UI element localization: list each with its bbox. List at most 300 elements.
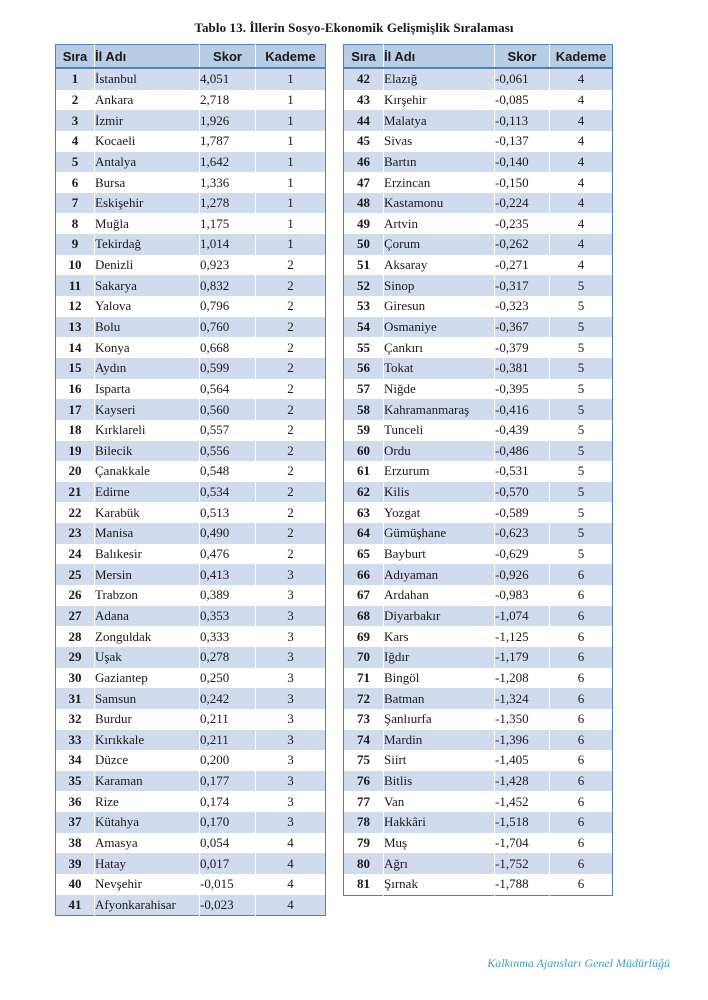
rank-cell: 22 (56, 502, 95, 523)
tier-cell: 1 (256, 172, 326, 193)
tier-cell: 2 (256, 482, 326, 503)
province-cell: Kocaeli (95, 131, 200, 152)
table-row (344, 441, 613, 462)
score-cell: 0,832 (200, 275, 256, 296)
tier-cell: 5 (550, 544, 613, 565)
rank-cell: 41 (56, 895, 95, 916)
province-cell: Bingöl (384, 668, 495, 689)
rank-cell: 21 (56, 482, 95, 503)
score-cell: -0,570 (495, 482, 550, 503)
province-cell: Bitlis (384, 771, 495, 792)
rank-cell: 23 (56, 523, 95, 544)
province-cell: Nevşehir (95, 874, 200, 895)
rank-cell: 37 (56, 812, 95, 833)
score-cell: 0,513 (200, 502, 256, 523)
score-cell: 4,051 (200, 68, 256, 90)
tier-cell: 6 (550, 874, 613, 895)
province-cell: İstanbul (95, 68, 200, 90)
rank-cell: 62 (344, 482, 384, 503)
tier-cell: 6 (550, 564, 613, 585)
province-cell: Aksaray (384, 255, 495, 276)
score-cell: 1,336 (200, 172, 256, 193)
score-cell: 2,718 (200, 90, 256, 111)
rank-cell: 64 (344, 523, 384, 544)
tier-cell: 4 (550, 90, 613, 111)
province-cell: Elazığ (384, 68, 495, 90)
ranking-table-left (55, 44, 326, 916)
tier-cell: 6 (550, 771, 613, 792)
table-row (344, 750, 613, 771)
tier-cell: 1 (256, 152, 326, 173)
tier-cell: 6 (550, 750, 613, 771)
province-cell: Yozgat (384, 502, 495, 523)
table-row (56, 544, 326, 565)
rank-cell: 24 (56, 544, 95, 565)
province-cell: Aydın (95, 358, 200, 379)
score-cell: 0,599 (200, 358, 256, 379)
score-cell: 1,014 (200, 234, 256, 255)
table-row (344, 730, 613, 751)
province-cell: Mardin (384, 730, 495, 751)
score-cell: -0,439 (495, 420, 550, 441)
province-cell: Afyonkarahisar (95, 895, 200, 916)
tier-cell: 6 (550, 688, 613, 709)
score-cell: 0,560 (200, 399, 256, 420)
score-cell: 0,250 (200, 668, 256, 689)
rank-cell: 29 (56, 647, 95, 668)
province-cell: Kırşehir (384, 90, 495, 111)
rank-cell: 45 (344, 131, 384, 152)
table-row (344, 213, 613, 234)
province-cell: Ankara (95, 90, 200, 111)
rank-cell: 67 (344, 585, 384, 606)
score-cell: -0,323 (495, 296, 550, 317)
province-cell: Muğla (95, 213, 200, 234)
tier-cell: 2 (256, 255, 326, 276)
province-cell: Karaman (95, 771, 200, 792)
province-cell: Eskişehir (95, 193, 200, 214)
tier-cell: 1 (256, 234, 326, 255)
table-row (344, 358, 613, 379)
province-cell: Tokat (384, 358, 495, 379)
province-cell: Tekirdağ (95, 234, 200, 255)
rank-cell: 42 (344, 68, 384, 90)
score-cell: 0,476 (200, 544, 256, 565)
score-cell: -0,416 (495, 399, 550, 420)
tier-cell: 6 (550, 791, 613, 812)
tier-cell: 3 (256, 647, 326, 668)
province-cell: Kütahya (95, 812, 200, 833)
score-cell: -1,518 (495, 812, 550, 833)
rank-cell: 78 (344, 812, 384, 833)
tier-cell: 4 (256, 874, 326, 895)
tier-cell: 4 (550, 234, 613, 255)
score-cell: 0,923 (200, 255, 256, 276)
rank-cell: 60 (344, 441, 384, 462)
rank-cell: 1 (56, 68, 95, 90)
tier-cell: 1 (256, 131, 326, 152)
rank-cell: 8 (56, 213, 95, 234)
score-cell: 0,760 (200, 317, 256, 338)
province-cell: Konya (95, 337, 200, 358)
table-row (56, 317, 326, 338)
rank-cell: 11 (56, 275, 95, 296)
score-cell: -1,125 (495, 626, 550, 647)
tier-cell: 2 (256, 420, 326, 441)
score-cell: -1,396 (495, 730, 550, 751)
rank-cell: 10 (56, 255, 95, 276)
rank-cell: 39 (56, 853, 95, 874)
rank-cell: 5 (56, 152, 95, 173)
rank-cell: 48 (344, 193, 384, 214)
rank-cell: 28 (56, 626, 95, 647)
table-row (344, 482, 613, 503)
score-cell: 0,389 (200, 585, 256, 606)
table-row (56, 523, 326, 544)
table-row (344, 874, 613, 895)
table-row (56, 152, 326, 173)
province-cell: Malatya (384, 110, 495, 131)
rank-cell: 43 (344, 90, 384, 111)
province-cell: Rize (95, 791, 200, 812)
rank-cell: 56 (344, 358, 384, 379)
tier-cell: 4 (256, 895, 326, 916)
tier-cell: 6 (550, 585, 613, 606)
table-row (344, 709, 613, 730)
table-row (56, 110, 326, 131)
rank-cell: 15 (56, 358, 95, 379)
province-cell: Antalya (95, 152, 200, 173)
province-cell: Erzincan (384, 172, 495, 193)
score-cell: -0,137 (495, 131, 550, 152)
table-row (344, 275, 613, 296)
province-cell: Sinop (384, 275, 495, 296)
table-row (56, 461, 326, 482)
province-cell: Şanlıurfa (384, 709, 495, 730)
score-cell: -0,150 (495, 172, 550, 193)
score-cell: -1,074 (495, 606, 550, 627)
rank-cell: 20 (56, 461, 95, 482)
province-cell: Uşak (95, 647, 200, 668)
table-row (344, 791, 613, 812)
province-cell: Kırklareli (95, 420, 200, 441)
table-row (344, 544, 613, 565)
tier-cell: 3 (256, 668, 326, 689)
tier-cell: 2 (256, 502, 326, 523)
province-cell: Bolu (95, 317, 200, 338)
score-cell: -0,271 (495, 255, 550, 276)
tier-cell: 5 (550, 420, 613, 441)
table-row (344, 379, 613, 400)
rank-cell: 4 (56, 131, 95, 152)
table-row (56, 895, 326, 916)
rank-cell: 75 (344, 750, 384, 771)
tier-cell: 3 (256, 812, 326, 833)
score-cell: 0,796 (200, 296, 256, 317)
table-row (56, 668, 326, 689)
province-cell: Mersin (95, 564, 200, 585)
score-cell: -0,015 (200, 874, 256, 895)
table-row (56, 730, 326, 751)
table-row (56, 585, 326, 606)
score-cell: 0,557 (200, 420, 256, 441)
tier-cell: 3 (256, 626, 326, 647)
province-cell: Bartın (384, 152, 495, 173)
score-cell: 1,642 (200, 152, 256, 173)
province-cell: Bayburt (384, 544, 495, 565)
tier-cell: 1 (256, 193, 326, 214)
score-cell: -0,262 (495, 234, 550, 255)
province-cell: Çanakkale (95, 461, 200, 482)
tier-cell: 4 (550, 172, 613, 193)
tier-cell: 4 (550, 110, 613, 131)
table-row (344, 688, 613, 709)
table-row (56, 709, 326, 730)
tier-cell: 2 (256, 399, 326, 420)
score-cell: -0,926 (495, 564, 550, 585)
score-cell: -0,623 (495, 523, 550, 544)
tier-cell: 3 (256, 606, 326, 627)
tier-cell: 2 (256, 461, 326, 482)
table-row (56, 482, 326, 503)
score-cell: -0,486 (495, 441, 550, 462)
rank-cell: 44 (344, 110, 384, 131)
table-row (56, 379, 326, 400)
rank-cell: 32 (56, 709, 95, 730)
tier-cell: 3 (256, 688, 326, 709)
tier-cell: 2 (256, 379, 326, 400)
tier-cell: 5 (550, 296, 613, 317)
table-row (56, 874, 326, 895)
province-cell: Hatay (95, 853, 200, 874)
table-row (344, 110, 613, 131)
province-cell: Sakarya (95, 275, 200, 296)
province-cell: Niğde (384, 379, 495, 400)
province-cell: Siirt (384, 750, 495, 771)
rank-cell: 52 (344, 275, 384, 296)
table-row (56, 68, 326, 90)
score-cell: -1,324 (495, 688, 550, 709)
province-cell: Samsun (95, 688, 200, 709)
province-cell: Gümüşhane (384, 523, 495, 544)
table-row (56, 812, 326, 833)
score-cell: 0,242 (200, 688, 256, 709)
tier-cell: 6 (550, 853, 613, 874)
rank-cell: 46 (344, 152, 384, 173)
score-cell: -0,023 (200, 895, 256, 916)
rank-cell: 69 (344, 626, 384, 647)
rank-cell: 49 (344, 213, 384, 234)
table-row (344, 606, 613, 627)
table-row (56, 131, 326, 152)
tier-cell: 5 (550, 523, 613, 544)
province-cell: İzmir (95, 110, 200, 131)
score-cell: -0,317 (495, 275, 550, 296)
header-row (56, 45, 326, 69)
tier-cell: 3 (256, 730, 326, 751)
province-cell: Adana (95, 606, 200, 627)
score-cell: -0,589 (495, 502, 550, 523)
tier-cell: 2 (256, 523, 326, 544)
tier-cell: 5 (550, 502, 613, 523)
tier-cell: 5 (550, 379, 613, 400)
rank-cell: 13 (56, 317, 95, 338)
ranking-table-right-body (344, 68, 613, 895)
province-cell: Ardahan (384, 585, 495, 606)
score-cell: -0,224 (495, 193, 550, 214)
rank-cell: 27 (56, 606, 95, 627)
table-row (344, 317, 613, 338)
rank-cell: 34 (56, 750, 95, 771)
score-cell: 0,333 (200, 626, 256, 647)
tier-cell: 1 (256, 90, 326, 111)
table-row (56, 337, 326, 358)
table-row (344, 668, 613, 689)
rank-cell: 53 (344, 296, 384, 317)
province-cell: Trabzon (95, 585, 200, 606)
table-row (344, 833, 613, 854)
rank-cell: 33 (56, 730, 95, 751)
table-row (56, 255, 326, 276)
province-cell: Van (384, 791, 495, 812)
province-cell: Kahramanmaraş (384, 399, 495, 420)
tier-cell: 4 (550, 68, 613, 90)
score-cell: 0,353 (200, 606, 256, 627)
score-cell: 0,413 (200, 564, 256, 585)
rank-cell: 7 (56, 193, 95, 214)
rank-cell: 30 (56, 668, 95, 689)
tier-cell: 1 (256, 110, 326, 131)
province-cell: Kilis (384, 482, 495, 503)
score-cell: -0,983 (495, 585, 550, 606)
table-row (56, 90, 326, 111)
table-row (56, 275, 326, 296)
province-cell: Adıyaman (384, 564, 495, 585)
score-cell: 1,787 (200, 131, 256, 152)
rank-cell: 17 (56, 399, 95, 420)
province-cell: Manisa (95, 523, 200, 544)
table-row (344, 420, 613, 441)
score-cell: 0,170 (200, 812, 256, 833)
rank-cell: 63 (344, 502, 384, 523)
rank-cell: 25 (56, 564, 95, 585)
tier-cell: 5 (550, 482, 613, 503)
province-cell: Kastamonu (384, 193, 495, 214)
rank-cell: 14 (56, 337, 95, 358)
province-cell: Karabük (95, 502, 200, 523)
rank-cell: 2 (56, 90, 95, 111)
score-cell: -1,788 (495, 874, 550, 895)
tier-cell: 5 (550, 317, 613, 338)
rank-cell: 55 (344, 337, 384, 358)
header-score: Skor (495, 45, 550, 69)
score-cell: 0,668 (200, 337, 256, 358)
header-score: Skor (200, 45, 256, 69)
score-cell: 0,017 (200, 853, 256, 874)
rank-cell: 61 (344, 461, 384, 482)
rank-cell: 70 (344, 647, 384, 668)
ranking-table-right (343, 44, 613, 896)
table-title: Tablo 13. İllerin Sosyo-Ekonomik Gelişmişlik Sıralaması (194, 20, 514, 35)
tier-cell: 2 (256, 296, 326, 317)
table-row (344, 523, 613, 544)
score-cell: -0,395 (495, 379, 550, 400)
province-cell: Yalova (95, 296, 200, 317)
table-row (344, 337, 613, 358)
province-cell: Denizli (95, 255, 200, 276)
table-row (56, 564, 326, 585)
rank-cell: 36 (56, 791, 95, 812)
province-cell: Edirne (95, 482, 200, 503)
rank-cell: 58 (344, 399, 384, 420)
province-cell: Osmaniye (384, 317, 495, 338)
table-row (344, 502, 613, 523)
table-row (344, 461, 613, 482)
tier-cell: 5 (550, 337, 613, 358)
rank-cell: 9 (56, 234, 95, 255)
table-row (344, 90, 613, 111)
province-cell: Çorum (384, 234, 495, 255)
score-cell: -1,405 (495, 750, 550, 771)
province-cell: Şırnak (384, 874, 495, 895)
tier-cell: 4 (550, 213, 613, 234)
score-cell: 0,174 (200, 791, 256, 812)
rank-cell: 81 (344, 874, 384, 895)
province-cell: Burdur (95, 709, 200, 730)
rank-cell: 57 (344, 379, 384, 400)
table-row (344, 255, 613, 276)
header-province: İl Adı (95, 45, 200, 69)
tier-cell: 6 (550, 606, 613, 627)
rank-cell: 35 (56, 771, 95, 792)
table-row (56, 502, 326, 523)
table-row (56, 853, 326, 874)
tier-cell: 2 (256, 544, 326, 565)
table-row (56, 296, 326, 317)
tier-cell: 6 (550, 647, 613, 668)
score-cell: 0,278 (200, 647, 256, 668)
rank-cell: 66 (344, 564, 384, 585)
score-cell: 1,278 (200, 193, 256, 214)
province-cell: Kars (384, 626, 495, 647)
province-cell: Düzce (95, 750, 200, 771)
province-cell: Kırıkkale (95, 730, 200, 751)
province-cell: Erzurum (384, 461, 495, 482)
table-row (56, 688, 326, 709)
score-cell: -0,381 (495, 358, 550, 379)
rank-cell: 76 (344, 771, 384, 792)
province-cell: Isparta (95, 379, 200, 400)
province-cell: Zonguldak (95, 626, 200, 647)
tier-cell: 6 (550, 812, 613, 833)
rank-cell: 72 (344, 688, 384, 709)
score-cell: 0,054 (200, 833, 256, 854)
header-rank: Sıra (344, 45, 384, 69)
province-cell: Diyarbakır (384, 606, 495, 627)
tier-cell: 3 (256, 750, 326, 771)
province-cell: Artvin (384, 213, 495, 234)
table-row (344, 399, 613, 420)
tier-cell: 6 (550, 626, 613, 647)
score-cell: -0,531 (495, 461, 550, 482)
rank-cell: 31 (56, 688, 95, 709)
province-cell: Ağrı (384, 853, 495, 874)
province-cell: Hakkâri (384, 812, 495, 833)
rank-cell: 38 (56, 833, 95, 854)
score-cell: 0,556 (200, 441, 256, 462)
table-row (344, 647, 613, 668)
score-cell: -0,379 (495, 337, 550, 358)
